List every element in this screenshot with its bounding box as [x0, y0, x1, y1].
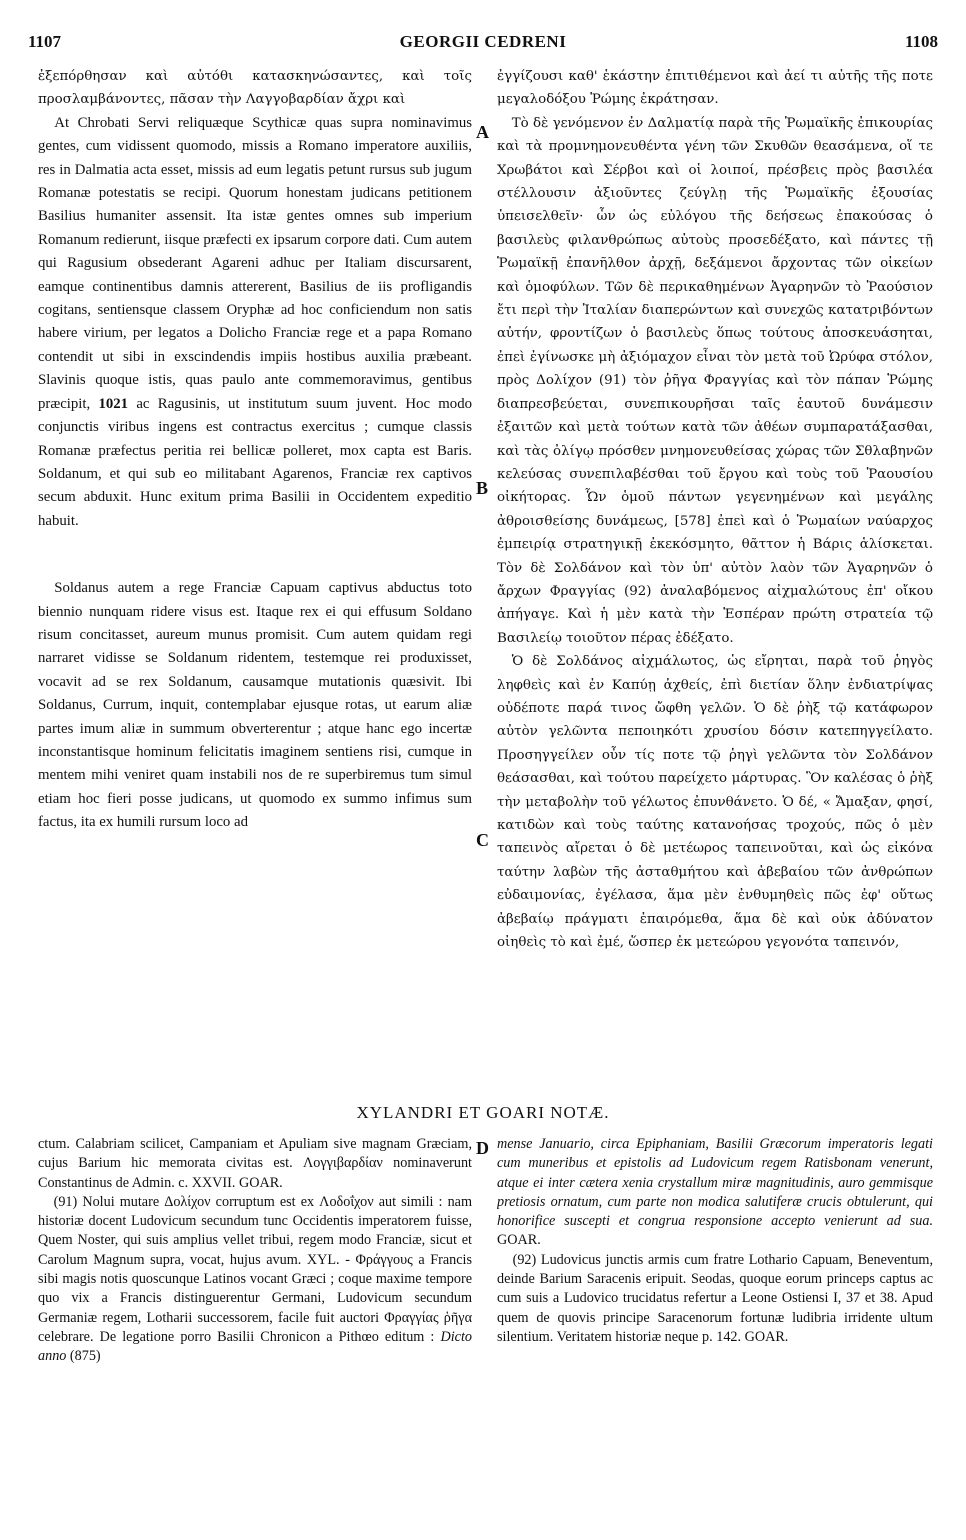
notes-left-column [38, 1135, 472, 1527]
latin-paragraph-2: Soldanus autem a rege Franciæ Capuam captivus abductus toto biennio nunquam ridere visus est. Itaque rex ei qui effusum Soldano risum concitasset, aureum munus promisit. Cum autem quidam regi narraret vidisse se Soldanum ridentem, testemque rei produxisset, vocavit ad se rex Soldanum, causamque mutationis quæsivit. Ibi Soldanus, Currum, inquit, contemplabar ejusque rotas, ut earum aliæ partes imum aliæ in summum obverterentur ; atque hanc ego incertæ inconstantisque hominum felicitatis imaginem sentiens risi, cumque in mentem mihi veniret quam instabili nos de re superbiremus tum simul etiam hoc fieri posse judicans, ut quomodo ex summo infimus sum factus, ita ex humili rursum loco ad [38, 580, 472, 831]
margin-letter-b: B [476, 478, 489, 498]
latin-paragraph-1-text: At Chrobati Servi reliquæque Scythicæ quas supra nominavimus gentes, cum vidissent quomodo, missis a Romano imperatore auxiliis, res in Dalmatia acta esset, missis ad eum legatis petunt rursus sub jugum Romanæ potestatis se recipi. Quorum honestam judicans petitionem Basilius humaniter assensit. Ita istæ gentes omnes sub imperium Romanum redierunt, iisque præfecti ex ipsarum corpore dati. Cum autem qui Ragusium obsederant Agareni adhuc per Italiam discursarent, eamque continentibus damnis attererent, Basilius de iis profligandis cogitans, sentiensque classem Oryphæ ad hoc conficiendum non satis habere virium, per legatos a Dolicho Franciæ rege et a papa Romano contendit ut sibi in exscindendis impiis hostibus auxilia præbeant. Slavinis quoque istis, quas paulo ante commemoravimus, gentibus præcipit, [38, 114, 472, 412]
notes-right-column [497, 1135, 933, 1527]
latin-paragraph-1 [38, 112, 472, 533]
greek-paragraph-2: Ὁ δὲ Σολδάνος αἰχμάλωτος, ὡς εἴρηται, παρὰ τοῦ ῥηγὸς ληφθεὶς καὶ ἐν Καπύῃ ἀχθείς, ἐπὶ διετίαν ὅλην ἐνδιατρίψας οὐδέποτε παρά τινος ὤφθη γελῶν. Ὁ δὲ ῥὴξ τῷ κατάφωρον αὐτὸν γελῶντα πεποιηκότι χρυσίου δόσιν κατεπηγγείλατο. Προσηγγείλεν οὖν τίς ποτε τῷ ῥηγὶ γελῶντα τὸν Σολδάνον θεάσασθαι, καὶ τούτου παρείχετο μάρτυρας. Ὃν καλέσας ὁ ῥὴξ τὴν μεταβολὴν τοῦ γέλωτος ἐπυνθάνετο. Ὁ δέ, « Ἄμαξαν, φησί, κατιδὼν καὶ τοὺς ταύτης κατανοήσας τροχούς, πῶς ὁ μὲν ταπεινὸς αἴρεται ὁ δὲ μετέωρος ταπεινοῦται, καὶ ὡς εἰκόνα ταύτην λαβὼν τῆς ἀσταθμήτου καὶ ἀβεβαίου τῶν ἀνθρώπων εὐδαιμονίας, ἐγέλασα, ἅμα μὲν ἐνθυμηθεὶς πῶς ἐφ' οὕτως ἀβεβαίῳ πράγματι ἐπαιρόμεθα, ἅμα δὲ καὶ οὐκ ἀδύνατον οἰηθεὶς τὸ καὶ ἐμέ, ὥσπερ ἐκ μετεώρου γεγονότα ταπεινόν, [497, 654, 933, 951]
note-signature: GOAR. [497, 1232, 541, 1249]
page-number-right: 1108 [904, 32, 938, 51]
column-number: 1021 [98, 395, 129, 412]
greek-paragraph-1: Τὸ δὲ γενόμενον ἐν Δαλματίᾳ παρὰ τῆς Ῥωμαϊκῆς ἐπικουρίας καὶ τὰ προμνημονευθέντα γένη τῶν Σκυθῶν θεασάμενα, οἵ τε Χρωβάτοι καὶ Σέρβοι καὶ οἱ λοιποί, πρέσβεις πρὸς βασιλέα στέλλουσιν ἀξιοῦντες ζεύγλῃ τῆς Ῥωμαϊκῆς ἐξουσίας ὑπεισελθεῖν· ὧν ὡς εὐλόγου τῆς δεήσεως ἐπακούσας ὁ βασιλεὺς φιλανθρώπως αὐτοὺς προσεδέξατο, καὶ πάντες τῇ Ῥωμαϊκῇ ἐπανῆλθον ἀρχῇ, δεξάμενοι ἄρχοντας τῶν οἰκείων καὶ ὁμοφύλων. Τῶν δὲ περικαθημένων Ἀγαρηνῶν τὸ Ῥαούσιον ἔτι περὶ τὴν Ἰταλίαν διαπερώντων καὶ συνεχῶς κατατριβόντων αὐτήν, φροντίζων ὁ βασιλεὺς ὅπως τούτους ἀποσκευάσηται, ἐπεὶ ἐγίνωσκε μὴ ἀξιόμαχον εἶναι τὸν μετὰ τοῦ Ὠρύφα στόλον, πρὸς Δολίχον (91) τὸν ῥῆγα Φραγγίας καὶ τὸν πάπαν Ῥώμης διαπρεσβεύεται, συνεπικουρῆσαι ταῖς ἑαυτοῦ δυνάμεσιν ἐξαιτῶν καὶ μετὰ τούτων κατὰ τῶν ἀθέων συμπαρατάξασθαι, καὶ τὰς ὀλίγῳ πρόσθεν μνημονευθείσας χώρας τῶν Σθλαβηνῶν κελεύσας συνεπιλαβέσθαι τοῦ ἔργου καὶ τοὺς τοῦ Ῥαουσίου οἰκήτορας. Ὧν ὁμοῦ πάντων γεγενημένων καὶ μεγάλης ἀθροισθείσης δυνάμεως, [578] ἐπεὶ καὶ ὁ Ῥωμαίων ναύαρχος ἐμπειρίᾳ στρατηγικῇ ἐκεκόσμητο, θᾶττον ἡ Βάρις ἁλίσκεται. Τὸν δὲ Σολδάνον καὶ τὸν ὑπ' αὐτὸν λαὸν τῶν Ἀγαρηνῶν ὁ ἄρχων Φραγγίας (92) ἀναλαβόμενος αἰχμαλώτους ἐπ' οἴκου ἀπήγαγε. Καὶ ἡ μὲν κατὰ τὴν Ἑσπέραν πρώτη στρατεία τῷ Βασιλείῳ τοιοῦτον πέρας ἐδέξατο. [497, 115, 933, 646]
margin-letter-a: A [476, 122, 489, 142]
greek-paragraph-0: ἐγγίζουσι καθ' ἑκάστην ἐπιτιθέμενοι καὶ ἀεί τι αὐτῆς τῆς ποτε μεγαλοδόξου Ῥώμης ἐκράτησαν. [497, 69, 933, 108]
note-91-continued: mense Januario, circa Epiphaniam, Basilii Græcorum imperatoris legati cum muneribus et epistolis ad Ludovicum regem Ratisbonam venerunt, atque ei inter cætera xenia crystallum miræ magnitudinis, auro gemmisque pretiosis ornatum, cum parte non modica salutiferæ crucis obtulerunt, qui honorifice suscepti et congrua responsione accepto venierunt ad sua. GOAR. [497, 1136, 933, 1249]
note-signature: GOAR. [744, 1328, 789, 1345]
latin-paragraph-1-end: ac Ragusinis, ut institutum suum juvent. Hoc modo conjunctis viribus ingens est contractus exercitus ; cumque classis Romanæ præfectus peritia rei bellicæ polleret, mox capta est Baris. Soldanum, et qui sub eo militabant Agarenos, Franciæ rex captivos secum abduxit. Hunc exitum prima Basilii in Occidentem expeditio habuit. [38, 395, 472, 529]
greek-column [497, 65, 933, 1095]
notes-title: XYLANDRI ET GOARI NOTÆ. [356, 1103, 610, 1122]
note-91: (91) Nolui mutare Δολίχον corruptum est ex Λοδοΐχον aut simili : nam historiæ docent Ludovicum secundum tunc Occidentis imperatorem fuisse, Quem Noster, qui suis amplius vellet tribui, regem modo Franciæ, sicut et Carolum Magnum supra, vocat, hujus avum. XYL. - Φράγγους a Francis sibi magis notis quoscunque Latinos vocant Græci ; coque maxime tempore quo vix a Francis distinguerentur Germani, Ludovicum secundum Germaniæ regem, Lotharii successorem, facile fuit auctori Φραγγίας ῥῆγα celebrare. De legatione porro Basilii Chronicon a Pithœo editum : Dicto anno (875) [38, 1193, 472, 1365]
margin-letter-d: D [476, 1138, 489, 1158]
note-92: (92) Ludovicus junctis armis cum fratre Lothario Capuam, Beneventum, deinde Barium Saracenis eripuit. Seodas, quoque eorum princeps captus ac cum suis a Ludovico trucidatus refertur a Leone Ostiensi I, 37 et 38. Apud quem de quovis principe Saracenorum fortunæ ludibria irridente ultum silentium. Veritatem historiæ neque p. 142. GOAR. [497, 1251, 933, 1345]
note-continuation: ctum. Calabriam scilicet, Campaniam et Apuliam sive magnam Græciam, cujus Barium hic memorata civitas est. Λογγιβαρδίαν nominaverunt Constantinus de Admin. c. XXVII. GOAR. [38, 1136, 472, 1191]
page-number-left: 1107 [28, 32, 62, 51]
page-title: GEORGII CEDRENI [399, 32, 567, 51]
greek-lead-line: ἐξεπόρθησαν καὶ αὐτόθι κατασκηνώσαντες, καὶ τοῖς προσλαμβάνοντες, πᾶσαν τὴν Λαγγοβαρδίαν ἄχρι καὶ [38, 69, 472, 108]
note-signature: GOAR. [238, 1174, 283, 1191]
margin-letter-c: C [476, 830, 489, 850]
note-signature: XYL. [306, 1251, 340, 1268]
latin-column [38, 65, 472, 1095]
running-head [28, 32, 938, 54]
